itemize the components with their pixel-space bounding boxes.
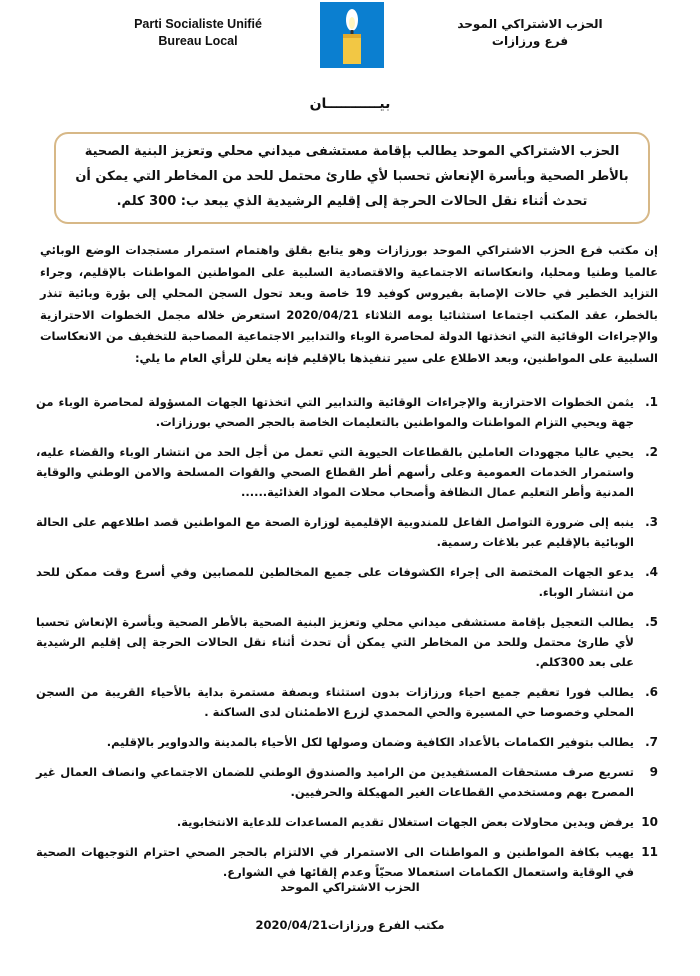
item-text: يدعو الجهات المختصة الى إجراء الكشوفات على جميع المخالطين للمصابين وفي أسرع وقت ممكن للحد من انتشار الوباء. (36, 565, 634, 599)
candle-icon (320, 2, 384, 68)
item-number: 6. (645, 685, 658, 699)
demands-list (36, 392, 658, 892)
list-item (36, 732, 658, 752)
list-item (36, 682, 658, 722)
item-text: يثمن الخطوات الاحترازية والإجراءات الوقائية والتدابير التي اتخذتها الجهات المسؤولة لمحاصرة الوباء من جهة ويحيي التزام المواطنات والمواطنين بالتعليمات الخاصة بالحجر الصحي بورزازات. (36, 395, 634, 429)
list-item (36, 392, 658, 432)
item-number: 5. (645, 615, 658, 629)
item-number: 1. (645, 395, 658, 409)
office-name-arabic: فرع ورزازات (491, 34, 569, 48)
item-number: 7. (645, 735, 658, 749)
list-item (36, 562, 658, 602)
item-text: ينبه إلى ضرورة التواصل الفاعل للمندوبية الإقليمية لوزارة الصحة مع المواطنين قصد اطلاعهم على الحالة الوبائية بالإقليم عبر بلاغات رسمية. (36, 515, 634, 549)
office-name-french: Bureau Local (158, 34, 238, 48)
signature-office-date: مكتب الفرع ورزازات2020/04/21 (255, 918, 445, 932)
party-name-french: Parti Socialiste Unifié (134, 17, 262, 31)
list-item (36, 612, 658, 672)
item-text: يطالب بتوفير الكمامات بالأعداد الكافية وضمان وصولها لكل الأحياء بالمدينة والدواوير بالإقليم. (106, 735, 634, 749)
item-number: 9 (649, 765, 658, 779)
summary-box (54, 132, 650, 224)
party-name-arabic: الحزب الاشتراكي الموحد (457, 17, 603, 31)
item-text: يطالب التعجيل بإقامة مستشفى ميداني محلي وتعزيز البنية الصحية بالأطر الصحية وبأسرة الإنعاش تحسبا لأي طارئ محتمل وللحد من المخاطر التي يمكن أن تحدث أثناء نقل الحالات الحرجة إلى إقليم الرشيدية على بعد 300كلم. (36, 615, 634, 669)
item-text: يرفض ويدين محاولات بعض الجهات استغلال تقديم المساعدات للدعاية الانتخابوية. (176, 815, 634, 829)
list-item (36, 812, 658, 832)
signature-party: الحزب الاشتراكي الموحد (280, 880, 420, 894)
header-arabic (450, 16, 610, 50)
party-logo (320, 2, 384, 68)
item-text: يهيب بكافة المواطنين و المواطنات الى الاستمرار في الالتزام بالحجر الصحي احترام التوجيهات الصحية في الوقاية واستعمال الكمامات استعمالا صحيّاً وعدم إلقائها في الشوارع. (36, 845, 634, 879)
list-item (36, 762, 658, 802)
document-title: بيـــــــــــان (309, 96, 391, 112)
item-number: 11 (641, 845, 658, 859)
item-text: تسريع صرف مستحقات المستفيدين من الراميد والصندوق الوطني للضمان الاجتماعي وانصاف العمال غير المصرح بهم ومستخدمي القطاعات الغير المهيكلة والحرفيين. (36, 765, 634, 799)
item-number: 4. (645, 565, 658, 579)
list-item (36, 512, 658, 552)
header-french (118, 16, 278, 50)
item-text: يحيي عاليا مجهودات العاملين بالقطاعات الحيوية التي تعمل من أجل الحد من انتشار الوباء والقضاء عليه، واستمرار الخدمات العمومية وعلى رأسهم أطر القطاع الصحي والقوات المسلحة والامن الوطني والوقاية المدنية وأطر التعليم عمال النظافة وأصحاب محلات المواد الغذائية...... (36, 445, 634, 499)
item-number: 10 (641, 815, 658, 829)
summary-text: الحزب الاشتراكي الموحد يطالب بإقامة مستشفى ميداني محلي وتعزيز البنية الصحية بالأطر الصحية وبأسرة الإنعاش تحسبا لأي طارئ محتمل للحد من المخاطر التي يمكن أن تحدث أثناء نقل الحالات الحرجة إلى إقليم الرشيدية الذي يبعد ب: 300 كلم. (75, 144, 629, 209)
item-text: يطالب فورا تعقيم جميع احياء ورزازات بدون استثناء وبصفة مستمرة بداية بالأحياء القريبة من السجن المحلي وخصوصا حي المسيرة والحي المحمدي لزرع الاطمئنان لدى الساكنة . (36, 685, 634, 719)
list-item (36, 842, 658, 882)
item-number: 2. (645, 445, 658, 459)
item-number: 3. (645, 515, 658, 529)
list-item (36, 442, 658, 502)
intro-paragraph: إن مكتب فرع الحزب الاشتراكي الموحد بورزازات وهو يتابع بقلق واهتمام استمرار مستجدات الوضع الوبائي عالميا وطنيا ومحليا، وانعكاساته الاجتماعية والاقتصادية السلبية على المواطنين المواطنات بالإقليم، وجراء التزايد الخطير في حالات الإصابة بفيروس كوفيد 19 خاصة وبعد تحول السجن المحلي إلى بؤرة وبائية تنذر بالخطر، عقد المكتب اجتماعا استثنائيا يومه الثلاثاء 2020/04/21 استعرض خلاله مجمل الخطوات الاحترازية والإجراءات الوقائية التي اتخذتها الدولة لمحاصرة الوباء والتدابير الاجتماعية المصاحبة للتخفيف من الانعكاسات السلبية على المواطنين، وبعد الاطلاع على سير تنفيذها بالإقليم فإنه يعلن للرأي العام ما يلي: (40, 243, 659, 365)
